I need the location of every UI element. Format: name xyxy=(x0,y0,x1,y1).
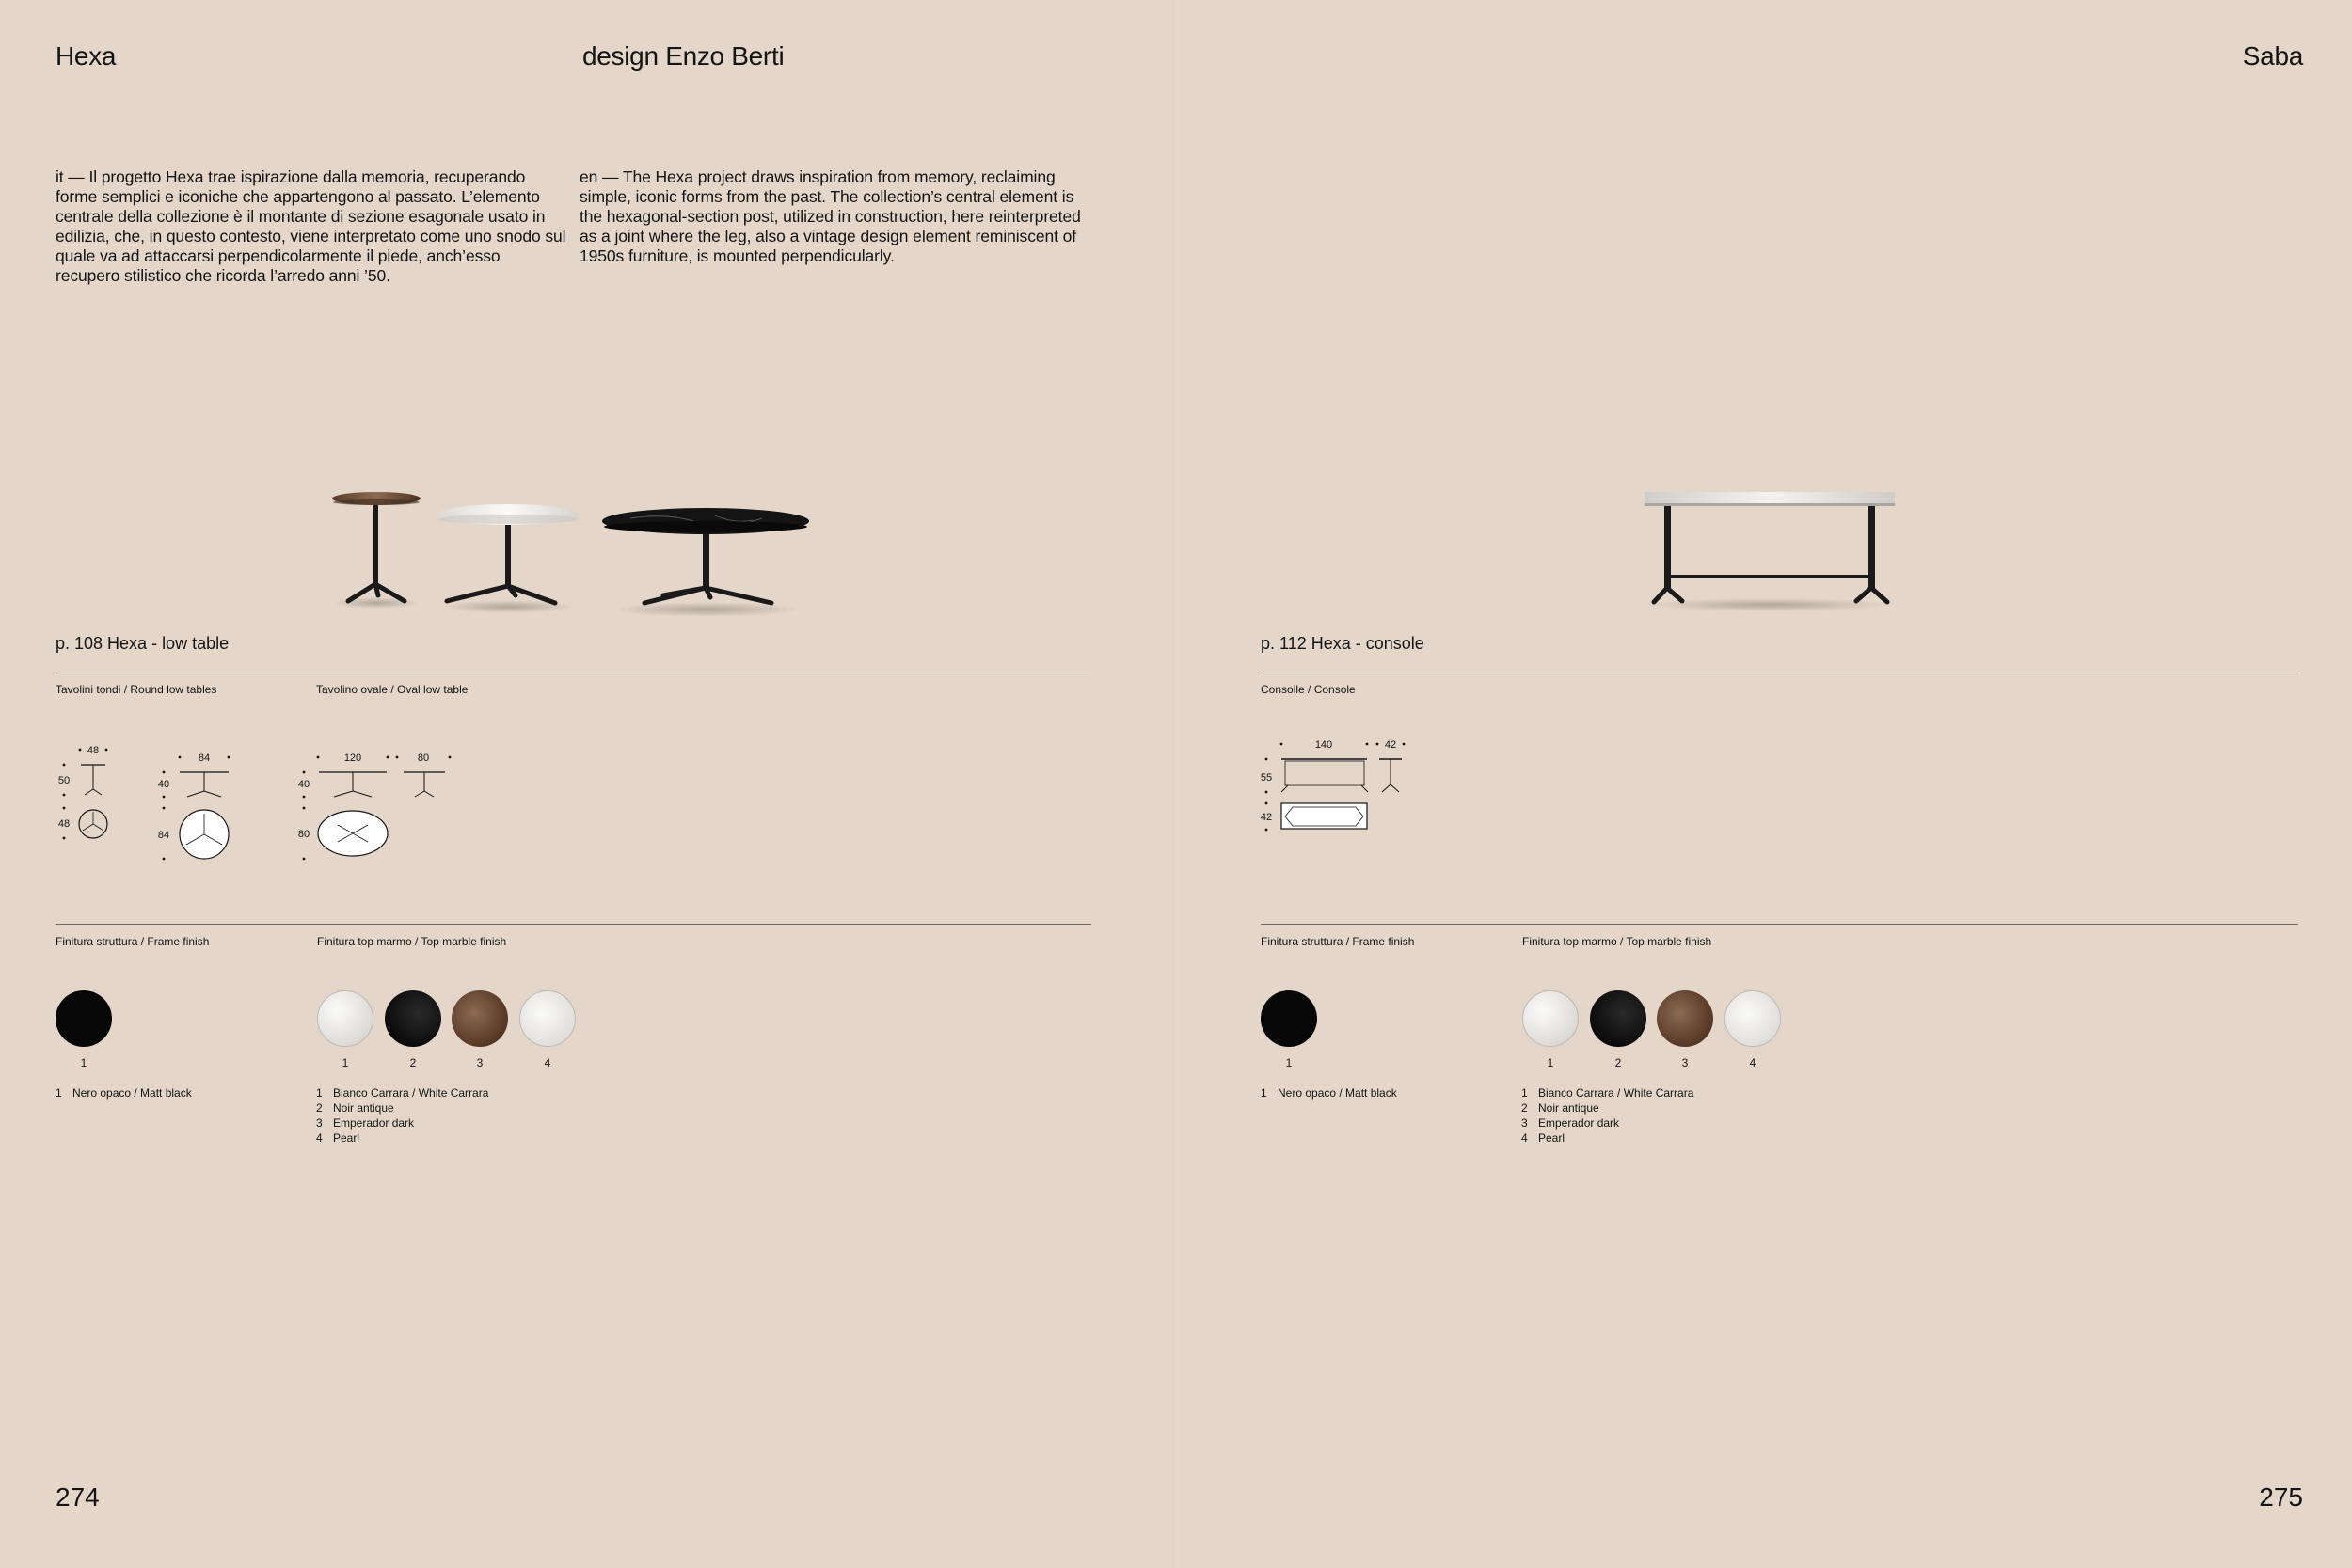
family-title: Saba xyxy=(2242,41,2303,71)
legend-item: 1 Bianco Carrara / White Carrara xyxy=(316,1086,489,1100)
marble-finish-label: Finitura top marmo / Top marble finish xyxy=(317,935,507,948)
dim-oval-depth: 80 xyxy=(297,829,310,840)
marble-finish-label: Finitura top marmo / Top marble finish xyxy=(1522,935,1712,948)
intro-english: en — The Hexa project draws inspiration from memory, reclaiming simple, iconic forms from the past. The collection’s central element is the hexagonal-section post, utilized in construction, here reinterpreted as a joint where the leg, also a vintage design element reminiscent of 1950s furniture, is mounted perpendicularly. xyxy=(580,167,1081,265)
swatch-emperador-dark[interactable] xyxy=(452,990,508,1047)
page-number-left: 274 xyxy=(56,1482,100,1512)
swatch-pearl[interactable] xyxy=(519,990,576,1047)
legend-item: 1 Nero opaco / Matt black xyxy=(56,1086,192,1100)
marble-number-2: 2 xyxy=(1614,1056,1622,1069)
console-label: Consolle / Console xyxy=(1261,683,1356,696)
left-page xyxy=(0,0,1174,1568)
swatch-matt-black[interactable] xyxy=(56,990,112,1047)
console-caption: p. 112 Hexa - console xyxy=(1261,634,1424,653)
low-table-dimension-drawings xyxy=(52,738,466,870)
console-photo xyxy=(1635,484,1908,611)
frame-finish-label: Finitura struttura / Frame finish xyxy=(1261,935,1415,948)
dim-console-depth: 42 xyxy=(1260,812,1273,823)
swatch-emperador-dark[interactable] xyxy=(1657,990,1713,1047)
legend-item: 1 Nero opaco / Matt black xyxy=(1261,1086,1397,1100)
divider-finishes xyxy=(1261,924,2298,925)
legend-item: 4 Pearl xyxy=(1521,1132,1565,1145)
frame-swatch-number: 1 xyxy=(1285,1056,1293,1069)
low-tables-photo xyxy=(310,475,818,616)
dim-r1-width: 48 xyxy=(87,745,100,756)
marble-number-3: 3 xyxy=(1681,1056,1689,1069)
legend-item: 2 Noir antique xyxy=(1521,1101,1599,1115)
dim-r2-width: 84 xyxy=(198,752,211,764)
marble-legend xyxy=(316,1085,488,1146)
dim-console-height: 55 xyxy=(1260,772,1273,784)
dim-console-width: 140 xyxy=(1314,739,1333,751)
marble-number-1: 1 xyxy=(342,1056,349,1069)
small-round-table xyxy=(332,492,421,609)
swatch-pearl[interactable] xyxy=(1724,990,1781,1047)
swatch-white-carrara[interactable] xyxy=(1522,990,1579,1047)
medium-round-table xyxy=(437,504,580,613)
dim-oval-side: 80 xyxy=(417,752,430,764)
oval-table-drawing xyxy=(298,752,452,860)
swatch-noir-antique[interactable] xyxy=(1590,990,1646,1047)
oval-table xyxy=(602,508,809,616)
legend-item: 4 Pearl xyxy=(316,1132,360,1145)
swatch-white-carrara[interactable] xyxy=(317,990,373,1047)
medium-table-drawing xyxy=(158,752,230,860)
dim-r1-height: 50 xyxy=(57,775,71,786)
frame-legend xyxy=(56,1085,192,1101)
marble-number-4: 4 xyxy=(544,1056,551,1069)
marble-number-4: 4 xyxy=(1749,1056,1756,1069)
round-tables-label: Tavolini tondi / Round low tables xyxy=(56,683,217,696)
oval-table-label: Tavolino ovale / Oval low table xyxy=(316,683,469,696)
dim-r1-depth: 48 xyxy=(57,818,71,830)
dim-r2-depth: 84 xyxy=(157,830,170,841)
legend-item: 3 Emperador dark xyxy=(316,1117,415,1130)
dim-r2-height: 40 xyxy=(157,779,170,790)
legend-item: 2 Noir antique xyxy=(316,1101,394,1115)
collection-title: Hexa xyxy=(56,41,117,71)
intro-italian: it — Il progetto Hexa trae ispirazione dalla memoria, recuperando forme semplici e iconiche che appartengono al passato. L’elemento centrale della collezione è il montante di sezione esagonale usato in edilizia, che, in questo contesto, viene interpretato come uno snodo sul quale va ad attaccarsi perpendicolarmente il piede, anch’esso recupero stilistico che ricorda l’arredo anni ’50. xyxy=(56,167,566,285)
frame-legend xyxy=(1261,1085,1397,1101)
designer-credit: design Enzo Berti xyxy=(582,41,785,71)
marble-legend xyxy=(1521,1085,1693,1146)
legend-item: 3 Emperador dark xyxy=(1521,1117,1620,1130)
page-number-right: 275 xyxy=(2259,1482,2303,1512)
marble-number-3: 3 xyxy=(476,1056,484,1069)
legend-item: 1 Bianco Carrara / White Carrara xyxy=(1521,1086,1694,1100)
divider-finishes xyxy=(56,924,1091,925)
marble-number-2: 2 xyxy=(409,1056,417,1069)
frame-finish-label: Finitura struttura / Frame finish xyxy=(56,935,210,948)
dim-oval-width: 120 xyxy=(343,752,362,764)
frame-swatch-number: 1 xyxy=(80,1056,87,1069)
marble-number-1: 1 xyxy=(1547,1056,1554,1069)
swatch-noir-antique[interactable] xyxy=(385,990,441,1047)
console-dimension-drawing xyxy=(1257,734,1417,847)
dim-oval-height: 40 xyxy=(297,779,310,790)
dim-console-side-depth: 42 xyxy=(1384,739,1397,751)
low-table-caption: p. 108 Hexa - low table xyxy=(56,634,230,653)
right-page xyxy=(1174,0,2352,1568)
small-table-drawing xyxy=(58,745,108,839)
swatch-matt-black[interactable] xyxy=(1261,990,1317,1047)
